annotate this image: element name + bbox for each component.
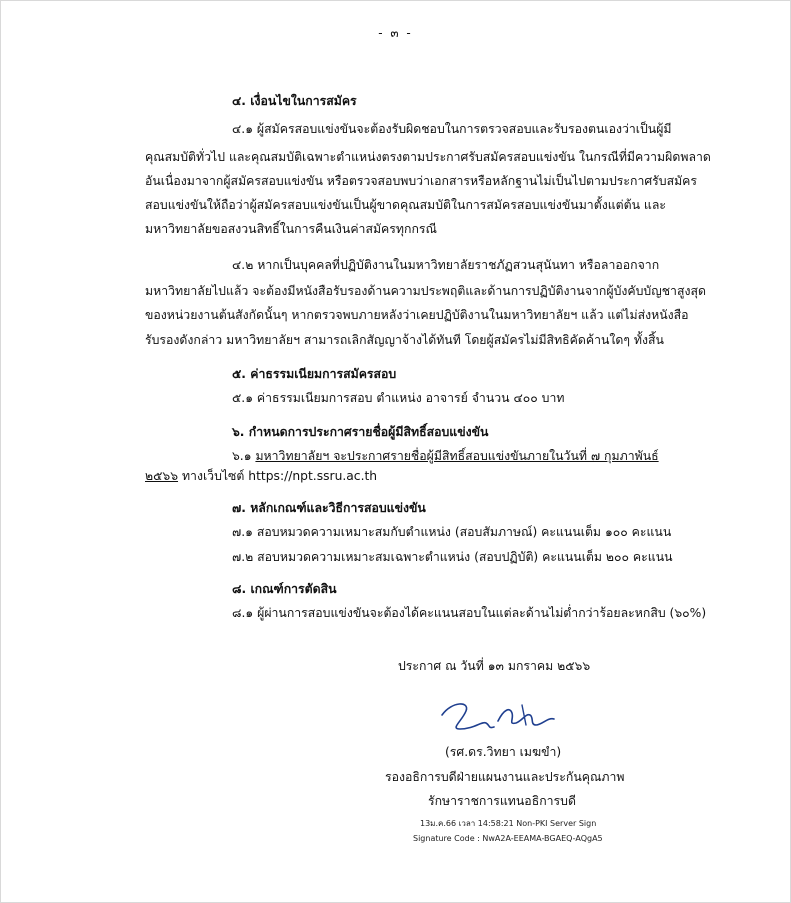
section-6-1-underlined: มหาวิทยาลัยฯ จะประกาศรายชื่อผู้มีสิทธิ์สอบแข่งขันภายในวันที่ ๗ กุมภาพันธ์ [255, 449, 659, 463]
section-6-1-line-1 [232, 447, 659, 465]
section-8-heading: ๘. เกณฑ์การตัดสิน [232, 582, 337, 596]
section-4-1-line-1: ๔.๑ ผู้สมัครสอบแข่งขันจะต้องรับผิดชอบในการตรวจสอบและรับรองตนเองว่าเป็นผู้มี [232, 122, 672, 136]
section-4-1-line-4: สอบแข่งขันให้ถือว่าผู้สมัครสอบแข่งขันเป็นผู้ขาดคุณสมบัติในการสมัครสอบแข่งขันมาตั้งแต่ต้น และ [145, 198, 666, 212]
section-4-2-line-2: มหาวิทยาลัยไปแล้ว จะต้องมีหนังสือรับรองด้านความประพฤติและด้านการปฏิบัติงานจากผู้บังคับบัญชาสูงสุด [145, 284, 706, 298]
section-4-2-line-3: ของหน่วยงานต้นสังกัดนั้นๆ หากตรวจพบภายหลังว่าเคยปฏิบัติงานในมหาวิทยาลัยฯ แล้ว แต่ไม่ส่งหนังสือ [145, 308, 689, 322]
section-7-heading: ๗. หลักเกณฑ์และวิธีการสอบแข่งขัน [232, 501, 426, 515]
section-4-heading: ๔. เงื่อนไขในการสมัคร [232, 94, 357, 108]
section-6-1-year: ๒๕๖๖ [145, 469, 179, 483]
signer-name: (รศ.ดร.วิทยา เมฆขำ) [445, 745, 562, 759]
section-4-1-line-2: คุณสมบัติทั่วไป และคุณสมบัติเฉพาะตำแหน่งตรงตามประกาศรับสมัครสอบแข่งขัน ในกรณีที่มีความผิดพลาด [145, 150, 711, 164]
section-4-2-line-4: รับรองดังกล่าว มหาวิทยาลัยฯ สามารถเลิกสัญญาจ้างได้ทันที โดยผู้สมัครไม่มีสิทธิคัดค้านใดๆ ทั้งสิ้น [145, 333, 664, 347]
section-6-1-website: ทางเว็บไซต์ https://npt.ssru.ac.th [178, 469, 378, 483]
section-8-1: ๘.๑ ผู้ผ่านการสอบแข่งขันจะต้องได้คะแนนสอบในแต่ละด้านไม่ต่ำกว่าร้อยละหกสิบ (๖๐%) [232, 606, 707, 620]
section-6-1-line-2 [145, 467, 377, 485]
section-4-1-line-3: อันเนื่องมาจากผู้สมัครสอบแข่งขัน หรือตรวจสอบพบว่าเอกสารหรือหลักฐานไม่เป็นไปตามประกาศรับสมัคร [145, 174, 698, 188]
signer-title-2: รักษาราชการแทนอธิการบดี [428, 794, 576, 808]
section-6-heading: ๖. กำหนดการประกาศรายชื่อผู้มีสิทธิ์สอบแข่งขัน [232, 425, 489, 439]
handwritten-signature [430, 695, 570, 735]
section-5-1: ๕.๑ ค่าธรรมเนียมการสอบ ตำแหน่ง อาจารย์ จำนวน ๔๐๐ บาท [232, 391, 565, 405]
e-sign-timestamp: 13ม.ค.66 เวลา 14:58:21 Non-PKI Server Sign [420, 819, 597, 828]
e-sign-code: Signature Code : NwA2A-EEAMA-BGAEQ-AQgA5 [413, 834, 603, 843]
section-6-1-prefix: ๖.๑ [232, 449, 256, 463]
section-7-1: ๗.๑ สอบหมวดความเหมาะสมกับตำแหน่ง (สอบสัมภาษณ์) คะแนนเต็ม ๑๐๐ คะแนน [232, 525, 672, 539]
section-4-2-line-1: ๔.๒ หากเป็นบุคคลที่ปฏิบัติงานในมหาวิทยาลัยราชภัฏสวนสุนันทา หรือลาออกจาก [232, 258, 660, 272]
section-5-heading: ๕. ค่าธรรมเนียมการสมัครสอบ [232, 367, 397, 381]
section-7-2: ๗.๒ สอบหมวดความเหมาะสมเฉพาะตำแหน่ง (สอบปฏิบัติ) คะแนนเต็ม ๒๐๐ คะแนน [232, 550, 673, 564]
page-number: - ๓ - [378, 26, 413, 40]
signer-title-1: รองอธิการบดีฝ่ายแผนงานและประกันคุณภาพ [385, 770, 625, 784]
announcement-date: ประกาศ ณ วันที่ ๑๓ มกราคม ๒๕๖๖ [398, 659, 591, 673]
section-4-1-line-5: มหาวิทยาลัยขอสงวนสิทธิ์ในการคืนเงินค่าสมัครทุกกรณี [145, 222, 437, 236]
